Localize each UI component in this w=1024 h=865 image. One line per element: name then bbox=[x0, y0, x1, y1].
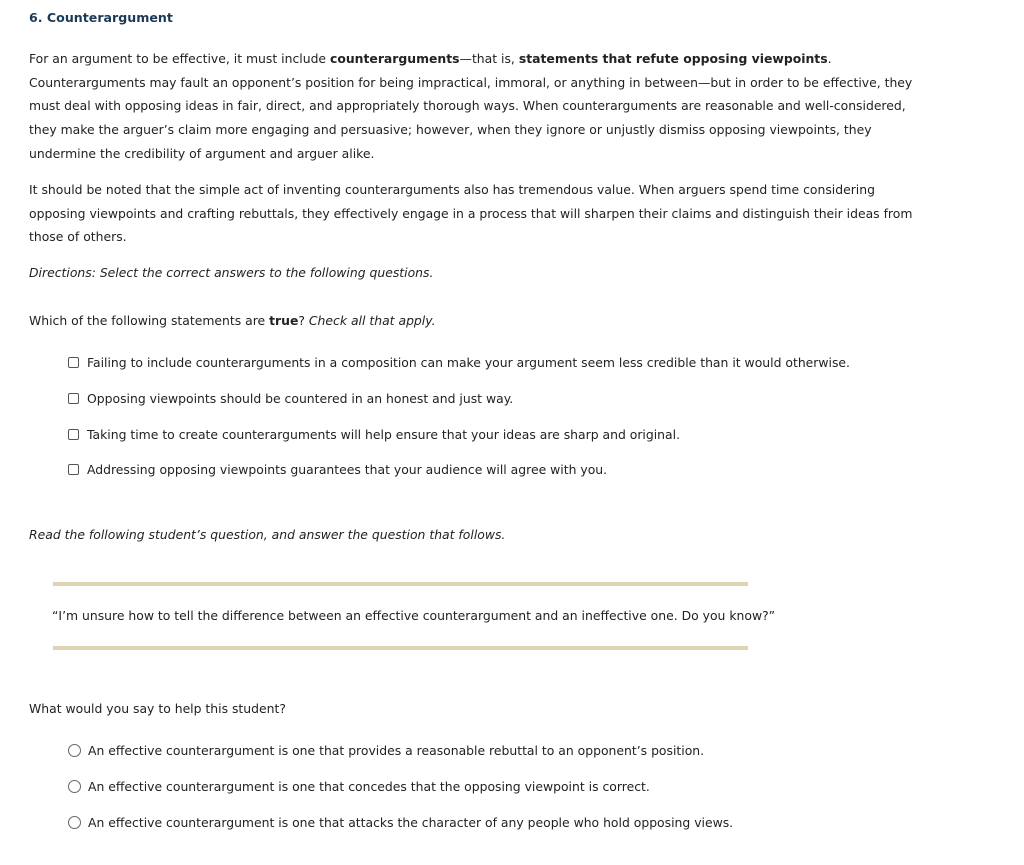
checkbox-option-1-label: Failing to include counterarguments in a composition can make your argument seem less credible than it would otherwise. bbox=[87, 355, 850, 370]
question-1-post: ? bbox=[298, 313, 309, 328]
checkbox-option-3-label: Taking time to create counterarguments will help ensure that your ideas are sharp and original. bbox=[87, 427, 681, 442]
checkbox-3[interactable] bbox=[68, 429, 79, 440]
intro-paragraph bbox=[29, 47, 929, 166]
checkbox-option-2-label: Opposing viewpoints should be countered in an honest and just way. bbox=[87, 391, 514, 406]
radio-option-1-label: An effective counterargument is one that provides a reasonable rebuttal to an opponent’s position. bbox=[88, 743, 705, 758]
question-1 bbox=[29, 313, 436, 328]
checkbox-option-3[interactable] bbox=[68, 427, 680, 442]
radio-option-2[interactable] bbox=[68, 779, 650, 794]
directions-text: Directions: Select the correct answers to the following questions. bbox=[29, 265, 434, 280]
intro-text-3: . Counterarguments may fault an opponent’s position for being impractical, immoral, or anything in between—but in order to be effective, they must deal with opposing ideas in fair, direct, and appropriately thorough ways. When counterarguments are reasonable and well-considered, they make the arguer’s claim more engaging and persuasive; however, when they ignore or unjustly dismiss opposing viewpoints, they undermine the credibility of argument and arguer alike. bbox=[29, 51, 913, 161]
intro-bold-term: counterarguments bbox=[330, 51, 460, 66]
radio-option-3-label: An effective counterargument is one that attacks the character of any people who hold opposing views. bbox=[88, 815, 734, 830]
radio-3[interactable] bbox=[68, 816, 81, 829]
radio-option-3[interactable] bbox=[68, 815, 733, 830]
question-1-pre: Which of the following statements are bbox=[29, 313, 270, 328]
student-question-intro: Read the following student’s question, and answer the question that follows. bbox=[29, 527, 506, 542]
quote-top-rule bbox=[53, 582, 748, 586]
checkbox-1[interactable] bbox=[68, 357, 79, 368]
checkbox-option-4[interactable] bbox=[68, 462, 607, 477]
question-2: What would you say to help this student? bbox=[29, 701, 286, 716]
intro-text-2: —that is, bbox=[459, 51, 519, 66]
second-paragraph: It should be noted that the simple act of inventing counterarguments also has tremendous value. When arguers spend time considering opposing viewpoints and crafting rebuttals, they effectively engage in a process that will sharpen their claims and distinguish their ideas from those of others. bbox=[29, 182, 913, 245]
question-1-bold: true bbox=[269, 313, 299, 328]
checkbox-option-4-label: Addressing opposing viewpoints guarantees that your audience will agree with you. bbox=[87, 462, 608, 477]
checkbox-4[interactable] bbox=[68, 464, 79, 475]
section-title: 6. Counterargument bbox=[29, 10, 173, 25]
student-quote: “I’m unsure how to tell the difference between an effective counterargument and an ineffective one. Do you know?” bbox=[52, 608, 776, 623]
question-1-instruction: Check all that apply. bbox=[308, 313, 436, 328]
radio-option-1[interactable] bbox=[68, 743, 704, 758]
intro-text-1: For an argument to be effective, it must include bbox=[29, 51, 330, 66]
intro-bold-definition: statements that refute opposing viewpoints bbox=[518, 51, 828, 66]
checkbox-option-1[interactable] bbox=[68, 355, 850, 370]
radio-1[interactable] bbox=[68, 744, 81, 757]
checkbox-2[interactable] bbox=[68, 393, 79, 404]
radio-option-2-label: An effective counterargument is one that concedes that the opposing viewpoint is correct. bbox=[88, 779, 650, 794]
radio-2[interactable] bbox=[68, 780, 81, 793]
quote-bottom-rule bbox=[53, 646, 748, 650]
checkbox-option-2[interactable] bbox=[68, 391, 513, 406]
